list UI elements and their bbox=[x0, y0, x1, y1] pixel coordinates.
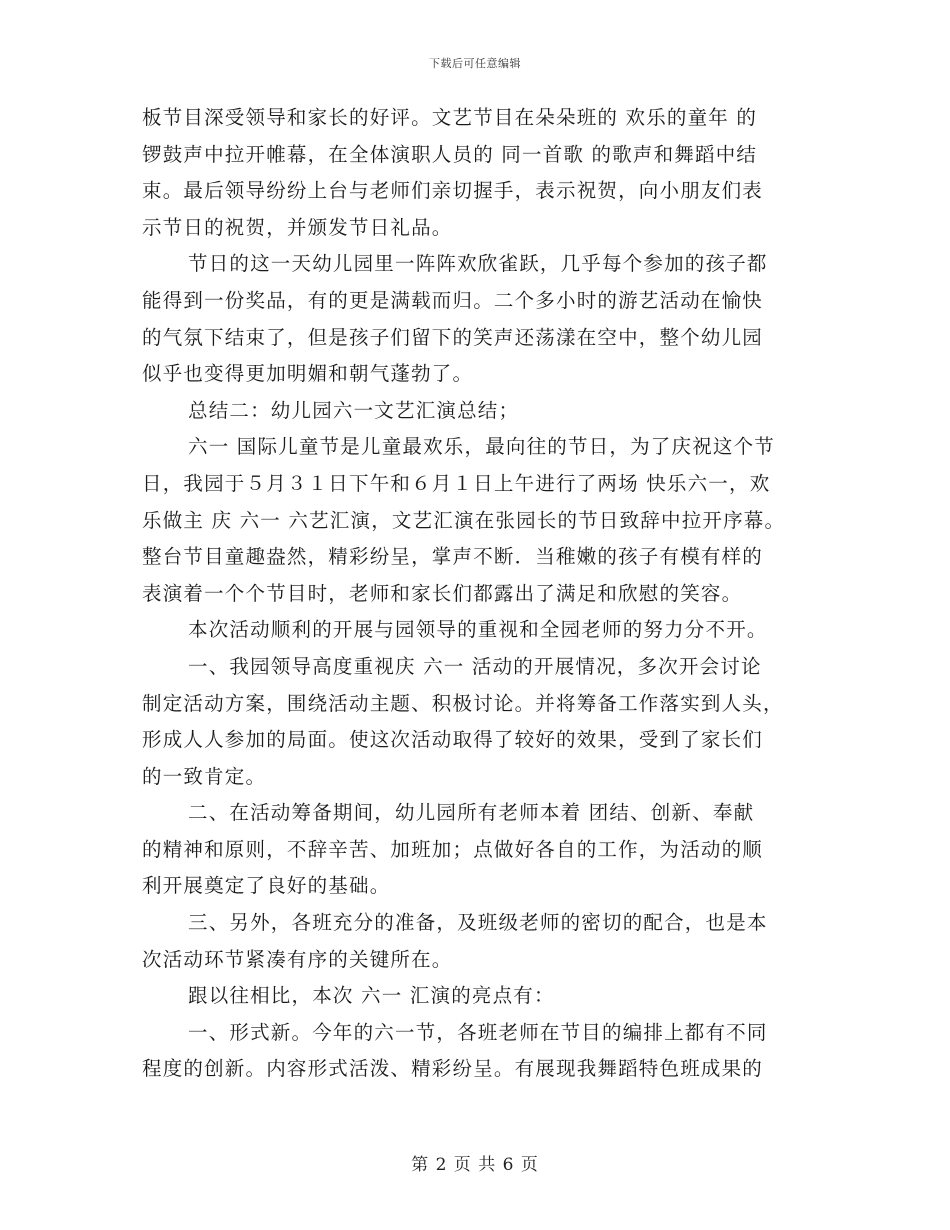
paragraph-first-line: 一、形式新。今年的六一节，各班老师在节目的编排上都有不同 bbox=[188, 1020, 768, 1044]
paragraph-line: 的一致肯定。 bbox=[142, 764, 267, 788]
paragraph-line: 次活动环节紧凑有序的关键所在。 bbox=[142, 947, 453, 971]
paragraph-first-line: 三、另外，各班充分的准备，及班级老师的密切的配合，也是本 bbox=[188, 911, 768, 935]
paragraph-line: 程度的创新。内容形式活泼、精彩纷呈。有展现我舞蹈特色班成果的 bbox=[142, 1057, 764, 1081]
paragraph-line: 乐做主 庆 六一 六艺汇演，文艺汇演在张园长的节日致辞中拉开序幕。 bbox=[142, 508, 786, 532]
paragraph-line: 的气氛下结束了，但是孩子们留下的笑声还荡漾在空中，整个幼儿园 bbox=[142, 325, 764, 349]
paragraph-line: 制定活动方案，围绕活动主题、积极讨论。并将筹备工作落实到人头， bbox=[142, 691, 784, 715]
page-number-footer: 第 2 页 共 6 页 bbox=[411, 1155, 539, 1175]
paragraph-line: 表演着一个个节目时，老师和家长们都露出了满足和欣慰的笑容。 bbox=[142, 581, 743, 605]
paragraph-line: 日，我园于５月３１日下午和６月１日上午进行了两场 快乐六一，欢 bbox=[142, 471, 771, 495]
paragraph-line: 整台节目童趣盎然，精彩纷呈，掌声不断．当稚嫩的孩子有模有样的 bbox=[142, 545, 764, 569]
paragraph-line: 能得到一份奖品，有的更是满载而归。二个多小时的游艺活动在愉快 bbox=[142, 288, 764, 312]
paragraph-line: 的精神和原则，不辞辛苦、加班加；点做好各自的工作，为活动的顺 bbox=[142, 837, 764, 861]
paragraph-first-line: 节日的这一天幼儿园里一阵阵欢欣雀跃，几乎每个参加的孩子都 bbox=[188, 252, 768, 276]
paragraph-line: 似乎也变得更加明媚和朝气蓬勃了。 bbox=[142, 362, 474, 386]
paragraph-first-line: 一、我园领导高度重视庆 六一 活动的开展情况，多次开会讨论 bbox=[188, 654, 762, 678]
document-body bbox=[142, 100, 822, 1088]
paragraph-line: 板节目深受领导和家长的好评。文艺节目在朵朵班的 欢乐的童年 的 bbox=[142, 106, 758, 129]
paragraph-line: 利开展奠定了良好的基础。 bbox=[142, 874, 391, 898]
paragraph-first-line: 六一 国际儿童节是儿童最欢乐，最向往的节日，为了庆祝这个节 bbox=[188, 435, 775, 459]
page-header-note: 下载后可任意编辑 bbox=[429, 57, 521, 70]
paragraph-first-line: 二、在活动筹备期间，幼儿园所有老师本着 团结、创新、奉献 bbox=[188, 801, 755, 825]
paragraph-line: 束。最后领导纷纷上台与老师们亲切握手，表示祝贺，向小朋友们表 bbox=[142, 179, 764, 203]
paragraph-line: 示节日的祝贺，并颁发节日礼品。 bbox=[142, 215, 453, 239]
paragraph-first-line: 本次活动顺利的开展与园领导的重视和全园老师的努力分不开。 bbox=[188, 618, 768, 642]
paragraph-first-line: 总结二：幼儿园六一文艺汇演总结； bbox=[188, 398, 520, 422]
paragraph-line: 形成人人参加的局面。使这次活动取得了较好的效果，受到了家长们 bbox=[142, 728, 764, 752]
paragraph-line: 锣鼓声中拉开帷幕，在全体演职人员的 同一首歌 的歌声和舞蹈中结 bbox=[142, 142, 758, 166]
paragraph-first-line: 跟以往相比，本次 六一 汇演的亮点有： bbox=[188, 984, 555, 1008]
